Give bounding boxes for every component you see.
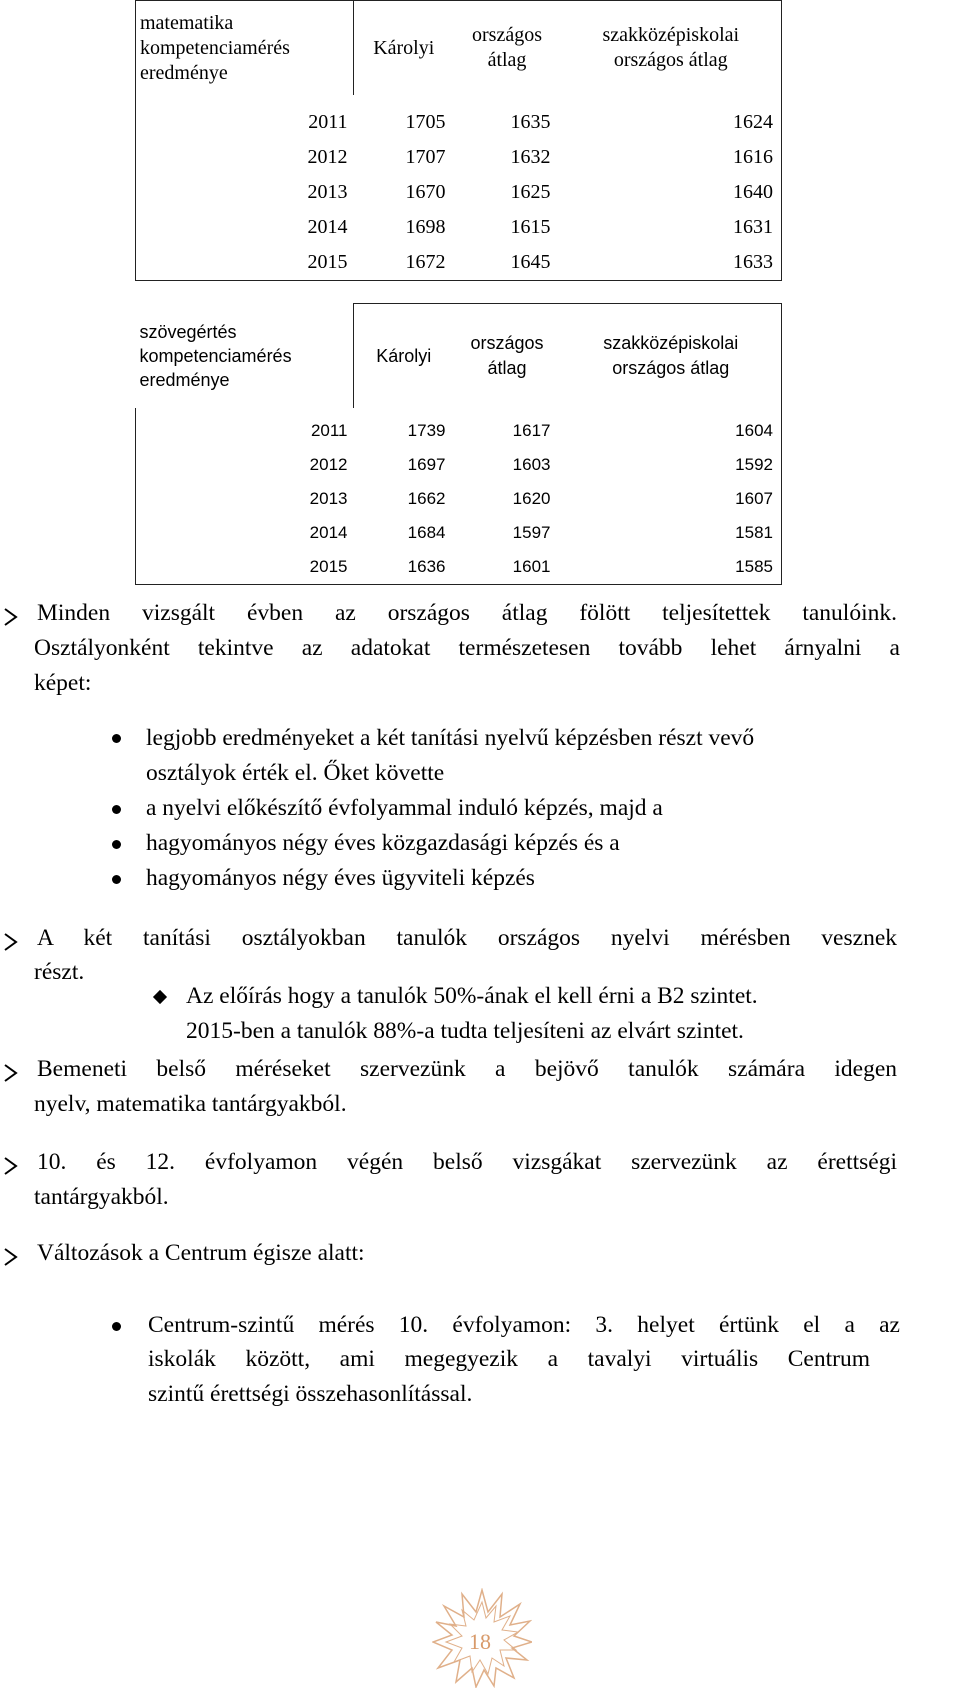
table-row: 2012 1697 1603 1592 (136, 448, 782, 482)
col-header-orszagos: országos átlag (454, 1, 561, 96)
paragraph-line: Osztályonként tekintve az adatokat természetesen tovább lehet árnyalni a (34, 635, 900, 661)
bullet-dot-icon (112, 734, 121, 743)
paragraph-line: A két tanítási osztályokban tanulók országos nyelvi mérésben vesznek (37, 925, 897, 951)
diamond-bullet-icon (153, 990, 167, 1004)
list-item: legjobb eredményeket a két tanítási nyelvű képzésben részt vevő (146, 725, 755, 751)
col-header-karolyi: Károlyi (354, 304, 454, 409)
table-row: 2015 1636 1601 1585 (136, 550, 782, 585)
list-item: iskolák között, ami megegyezik a tavalyi virtuális Centrum (148, 1346, 870, 1372)
table-row: 2014 1698 1615 1631 (136, 210, 782, 245)
reading-results-table (135, 303, 782, 585)
paragraph-line: részt. (34, 959, 85, 985)
bullet-dot-icon (112, 840, 121, 849)
arrow-bullet-icon (3, 607, 19, 627)
paragraph-line: Minden vizsgált évben az országos átlag fölött teljesítettek tanulóink. (37, 600, 897, 626)
table-row: 2011 1705 1635 1624 (136, 95, 782, 140)
paragraph-line: tantárgyakból. (34, 1184, 169, 1210)
col-header-karolyi: Károlyi (354, 1, 454, 96)
table-header-row (136, 1, 782, 96)
arrow-bullet-icon (3, 1156, 19, 1176)
list-item: szintű érettségi összehasonlítással. (148, 1381, 473, 1407)
paragraph-line: képet: (34, 670, 92, 696)
math-results-table (135, 0, 782, 281)
table-row: 2013 1662 1620 1607 (136, 482, 782, 516)
arrow-bullet-icon (3, 932, 19, 952)
table-row: 2012 1707 1632 1616 (136, 140, 782, 175)
paragraph-line: Változások a Centrum égisze alatt: (37, 1240, 365, 1266)
col-header-szakkozepiskolai: szakközépiskolai országos átlag (561, 304, 782, 409)
list-item: 2015-ben a tanulók 88%-a tudta teljesíteni az elvárt szintet. (186, 1018, 744, 1044)
table-row: 2015 1672 1645 1633 (136, 245, 782, 281)
table-row: 2011 1739 1617 1604 (136, 408, 782, 448)
paragraph-line: Bemeneti belső méréseket szervezünk a bejövő tanulók számára idegen (37, 1056, 897, 1082)
arrow-bullet-icon (3, 1063, 19, 1083)
table-header-row (136, 304, 782, 409)
list-item: osztályok érték el. Őket követte (146, 760, 445, 786)
col-header-orszagos: országos átlag (454, 304, 561, 409)
bullet-dot-icon (112, 805, 121, 814)
table-label: szövegértés kompetenciamérés eredménye (136, 304, 354, 409)
list-item: hagyományos négy éves közgazdasági képzés és a (146, 830, 620, 856)
paragraph-line: 10. és 12. évfolyamon végén belső vizsgákat szervezünk az érettségi (37, 1149, 897, 1175)
col-header-szakkozepiskolai: szakközépiskolai országos átlag (561, 1, 782, 96)
table-label: matematika kompetenciamérés eredménye (136, 1, 354, 96)
list-item: a nyelvi előkészítő évfolyammal induló képzés, majd a (146, 795, 663, 821)
bullet-dot-icon (112, 875, 121, 884)
page-number: 18 (469, 1629, 491, 1654)
list-item: Az előírás hogy a tanulók 50%-ának el kell érni a B2 szintet. (186, 983, 758, 1009)
list-item: hagyományos négy éves ügyviteli képzés (146, 865, 535, 891)
table-row: 2014 1684 1597 1581 (136, 516, 782, 550)
arrow-bullet-icon (3, 1247, 19, 1267)
paragraph-line: nyelv, matematika tantárgyakból. (34, 1091, 347, 1117)
list-item: Centrum-szintű mérés 10. évfolyamon: 3. helyet értünk el a az (148, 1312, 900, 1338)
bullet-dot-icon (112, 1322, 121, 1331)
table-row: 2013 1670 1625 1640 (136, 175, 782, 210)
